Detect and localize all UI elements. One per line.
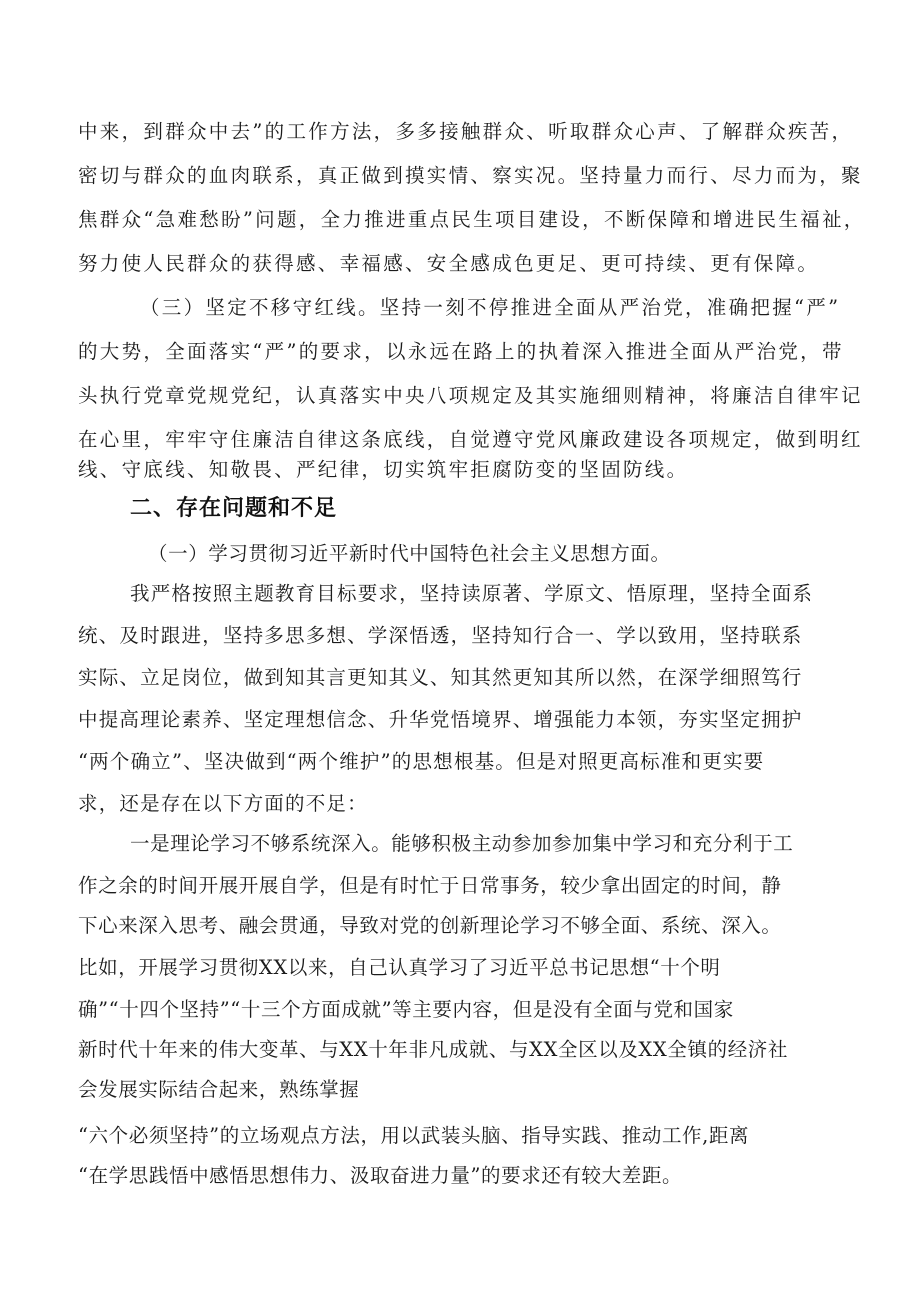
text-line: 焦群众“急难愁盼”问题，全力推进重点民生项目建设，不断保障和增进民生福祉， (78, 208, 866, 231)
text-line: 密切与群众的血肉联系，真正做到摸实情、察实况。坚持量力而行、尽力而为，聚 (78, 164, 863, 187)
paragraph-line: 我严格按照主题教育目标要求，坚持读原著、学原文、悟原理，坚持全面系 (130, 582, 814, 605)
point-1-line: 下心来深入思考、融会贯通，导致对党的创新理论学习不够全面、系统、深入。 (78, 914, 782, 937)
paragraph-line: “两个确立”、坚决做到“两个维护”的思想根基。但是对照更高标准和更实要 (78, 750, 765, 773)
point-1-line: 一是理论学习不够系统深入。能够积极主动参加参加集中学习和充分利于工 (130, 832, 794, 855)
point-1-line: 作之余的时间开展开展自学，但是有时忙于日常事务，较少拿出固定的时间，静 (78, 874, 782, 897)
paragraph-line: 实际、立足岗位，做到知其言更知其义、知其然更知其所以然，在深学细照笃行 (78, 666, 803, 689)
section-heading: 二、存在问题和不足 (130, 496, 338, 521)
text-line: 中来，到群众中去”的工作方法，多多接触群众、听取群众心声、了解群众疾苦， (78, 120, 854, 143)
section-3-line: 线、守底线、知敬畏、严纪律，切实筑牢拒腐防变的坚固防线。 (78, 458, 689, 481)
point-1-line: 比如，开展学习贯彻XX以来，自己认真学习了习近平总书记思想“十个明 (78, 956, 721, 979)
point-1-line: 确”“十四个坚持”“十三个方面成就”等主要内容，但是没有全面与党和国家 (78, 998, 734, 1021)
section-3-line: 的大势，全面落实“严”的要求，以永远在路上的执着深入推进全面从严治党，带 (78, 340, 844, 363)
point-1-line: 新时代十年来的伟大变革、与XX十年非凡成就、与XX全区以及XX全镇的经济社 (78, 1038, 788, 1061)
subheading: （一）学习贯彻习近平新时代中国特色社会主义思想方面。 (148, 542, 671, 565)
section-3-line: 头执行党章党规党纪，认真落实中央八项规定及其实施细则精神，将廉洁自律牢记 (78, 384, 863, 407)
point-1-line: 会发展实际结合起来，熟练掌握 (78, 1078, 360, 1101)
point-1-line: “在学思践悟中感悟思想伟力、汲取奋进力量”的要求还有较大差距。 (78, 1164, 683, 1187)
section-3-line: 在心里，牢牢守住廉洁自律这条底线，自觉遵守党风廉政建设各项规定，做到明红 (78, 428, 863, 451)
section-3-line: （三）坚定不移守红线。坚持一刻不停推进全面从严治党，准确把握“严” (140, 296, 841, 319)
paragraph-line: 中提高理论素养、坚定理想信念、升华党悟境界、增强能力本领，夯实坚定拥护 (78, 708, 803, 731)
point-1-line: “六个必须坚持”的立场观点方法，用以武装头脑、指导实践、推动工作,距离 (78, 1124, 750, 1147)
paragraph-line: 统、及时跟进，坚持多思多想、学深悟透，坚持知行合一、学以致用，坚持联系 (78, 624, 803, 647)
text-line: 努力使人民群众的获得感、幸福感、安全感成色更足、更可持续、更有保障。 (78, 252, 820, 275)
paragraph-line: 求，还是存在以下方面的不足： (78, 792, 368, 815)
